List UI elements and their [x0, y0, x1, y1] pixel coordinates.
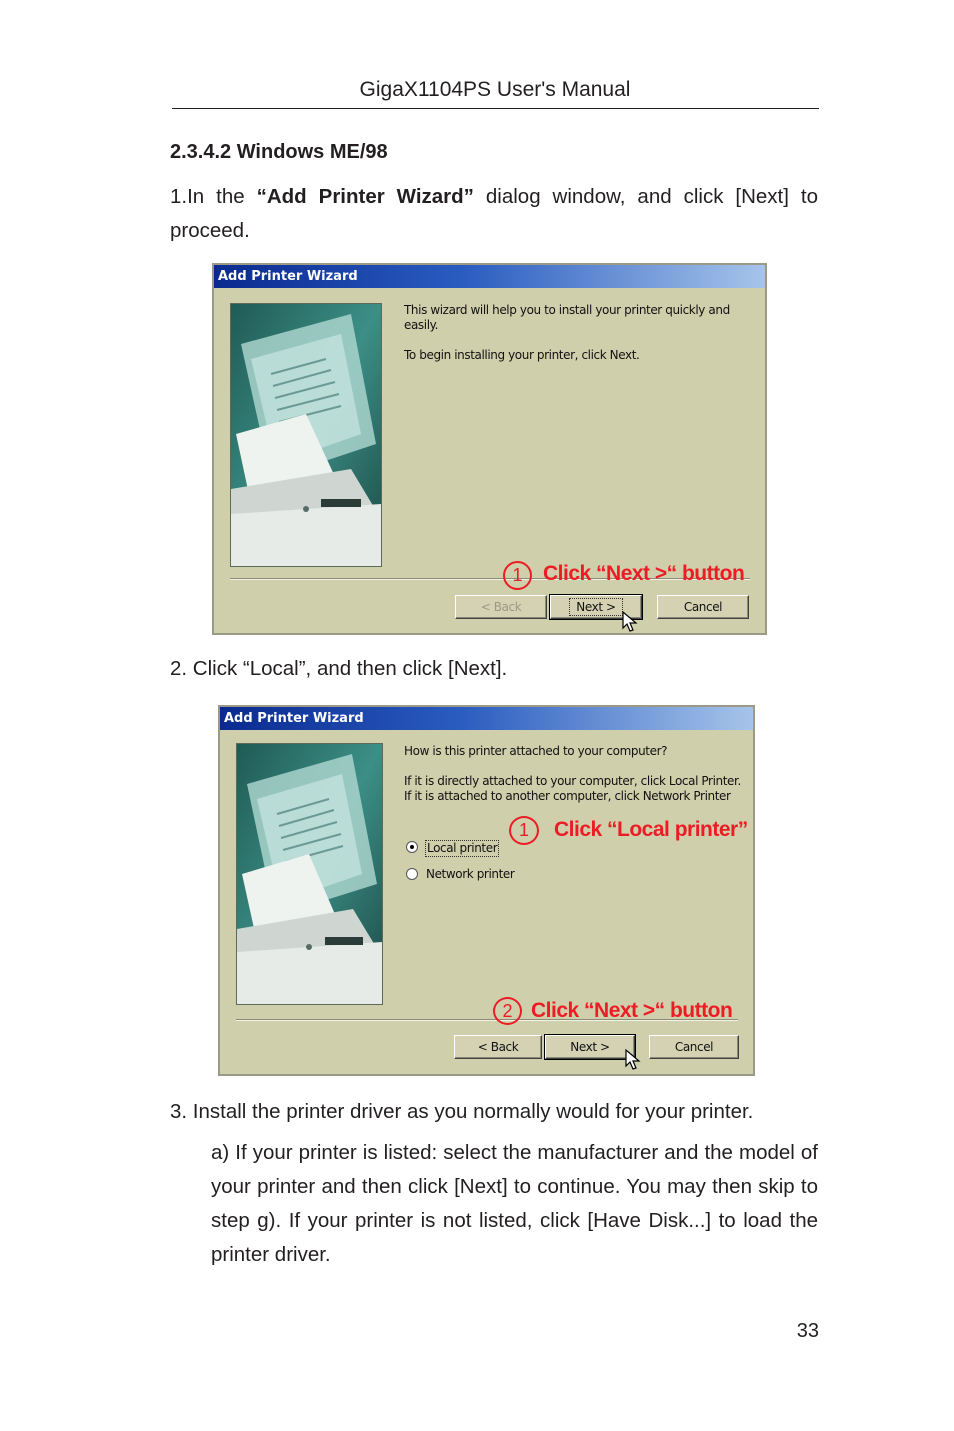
network-printer-label[interactable]: Network printer — [426, 867, 515, 881]
dialog-1-instruction-text: To begin installing your printer, click Next. — [404, 348, 640, 362]
section-title: 2.3.4.2 Windows ME/98 — [170, 141, 388, 163]
dialog-2-titlebar: Add Printer Wizard — [220, 707, 753, 730]
step-2-text: 2. Click “Local”, and then click [Next]. — [170, 657, 508, 680]
cancel-button[interactable]: Cancel — [657, 595, 749, 619]
step-1-prefix: 1.In the — [170, 185, 257, 208]
local-printer-label[interactable]: Local printer — [427, 841, 498, 855]
running-header: GigaX1104PS User's Manual — [359, 78, 631, 101]
back-button[interactable]: < Back — [454, 1035, 542, 1059]
dialog-2-explanation: If it is directly attached to your computer, click Local Printer. If it is attached to another computer, click Network Printer — [404, 774, 741, 803]
annotation-1-number: 1 — [503, 561, 532, 590]
mouse-pointer-icon — [622, 611, 638, 633]
back-button[interactable]: < Back — [455, 595, 547, 619]
cancel-button[interactable]: Cancel — [649, 1035, 739, 1059]
page-number: 33 — [796, 1320, 819, 1342]
header-rule — [172, 108, 819, 109]
dialog-1-intro-text: This wizard will help you to install your printer quickly and easily. — [404, 303, 730, 332]
annotation-2a-text: Click “Local printer” — [554, 818, 748, 841]
next-button-label: Next > — [569, 598, 622, 616]
step-3-text: 3. Install the printer driver as you normally would for your printer. — [170, 1100, 754, 1123]
radio-network-printer[interactable] — [406, 868, 418, 880]
step-3a-text: a) If your printer is listed: select the manufacturer and the model of your printer and then click [Next] to continue. You may then skip to step g). If your printer is not listed, click [Have Disk...] to load the printer driver. — [211, 1141, 818, 1266]
dialog-1-titlebar: Add Printer Wizard — [214, 265, 765, 288]
annotation-2b-number: 2 — [493, 997, 522, 1025]
printer-illustration — [236, 743, 383, 1005]
step-1-bold: “Add Printer Wizard” — [256, 185, 474, 208]
next-button[interactable]: Next > — [545, 1035, 635, 1059]
annotation-2b-text: Click “Next >“ button — [531, 999, 733, 1022]
mouse-pointer-icon — [625, 1049, 641, 1071]
step-1-text — [170, 180, 818, 248]
dialog-2-question: How is this printer attached to your computer? — [404, 744, 668, 758]
radio-local-printer[interactable] — [406, 841, 418, 853]
step-1-suffix: dialog window, and click [Next] to proceed. — [170, 185, 818, 242]
printer-illustration — [230, 303, 382, 567]
annotation-1-text: Click “Next >“ button — [543, 562, 745, 585]
radio-selected-icon — [410, 845, 414, 849]
annotation-2a-number: 1 — [509, 816, 539, 845]
